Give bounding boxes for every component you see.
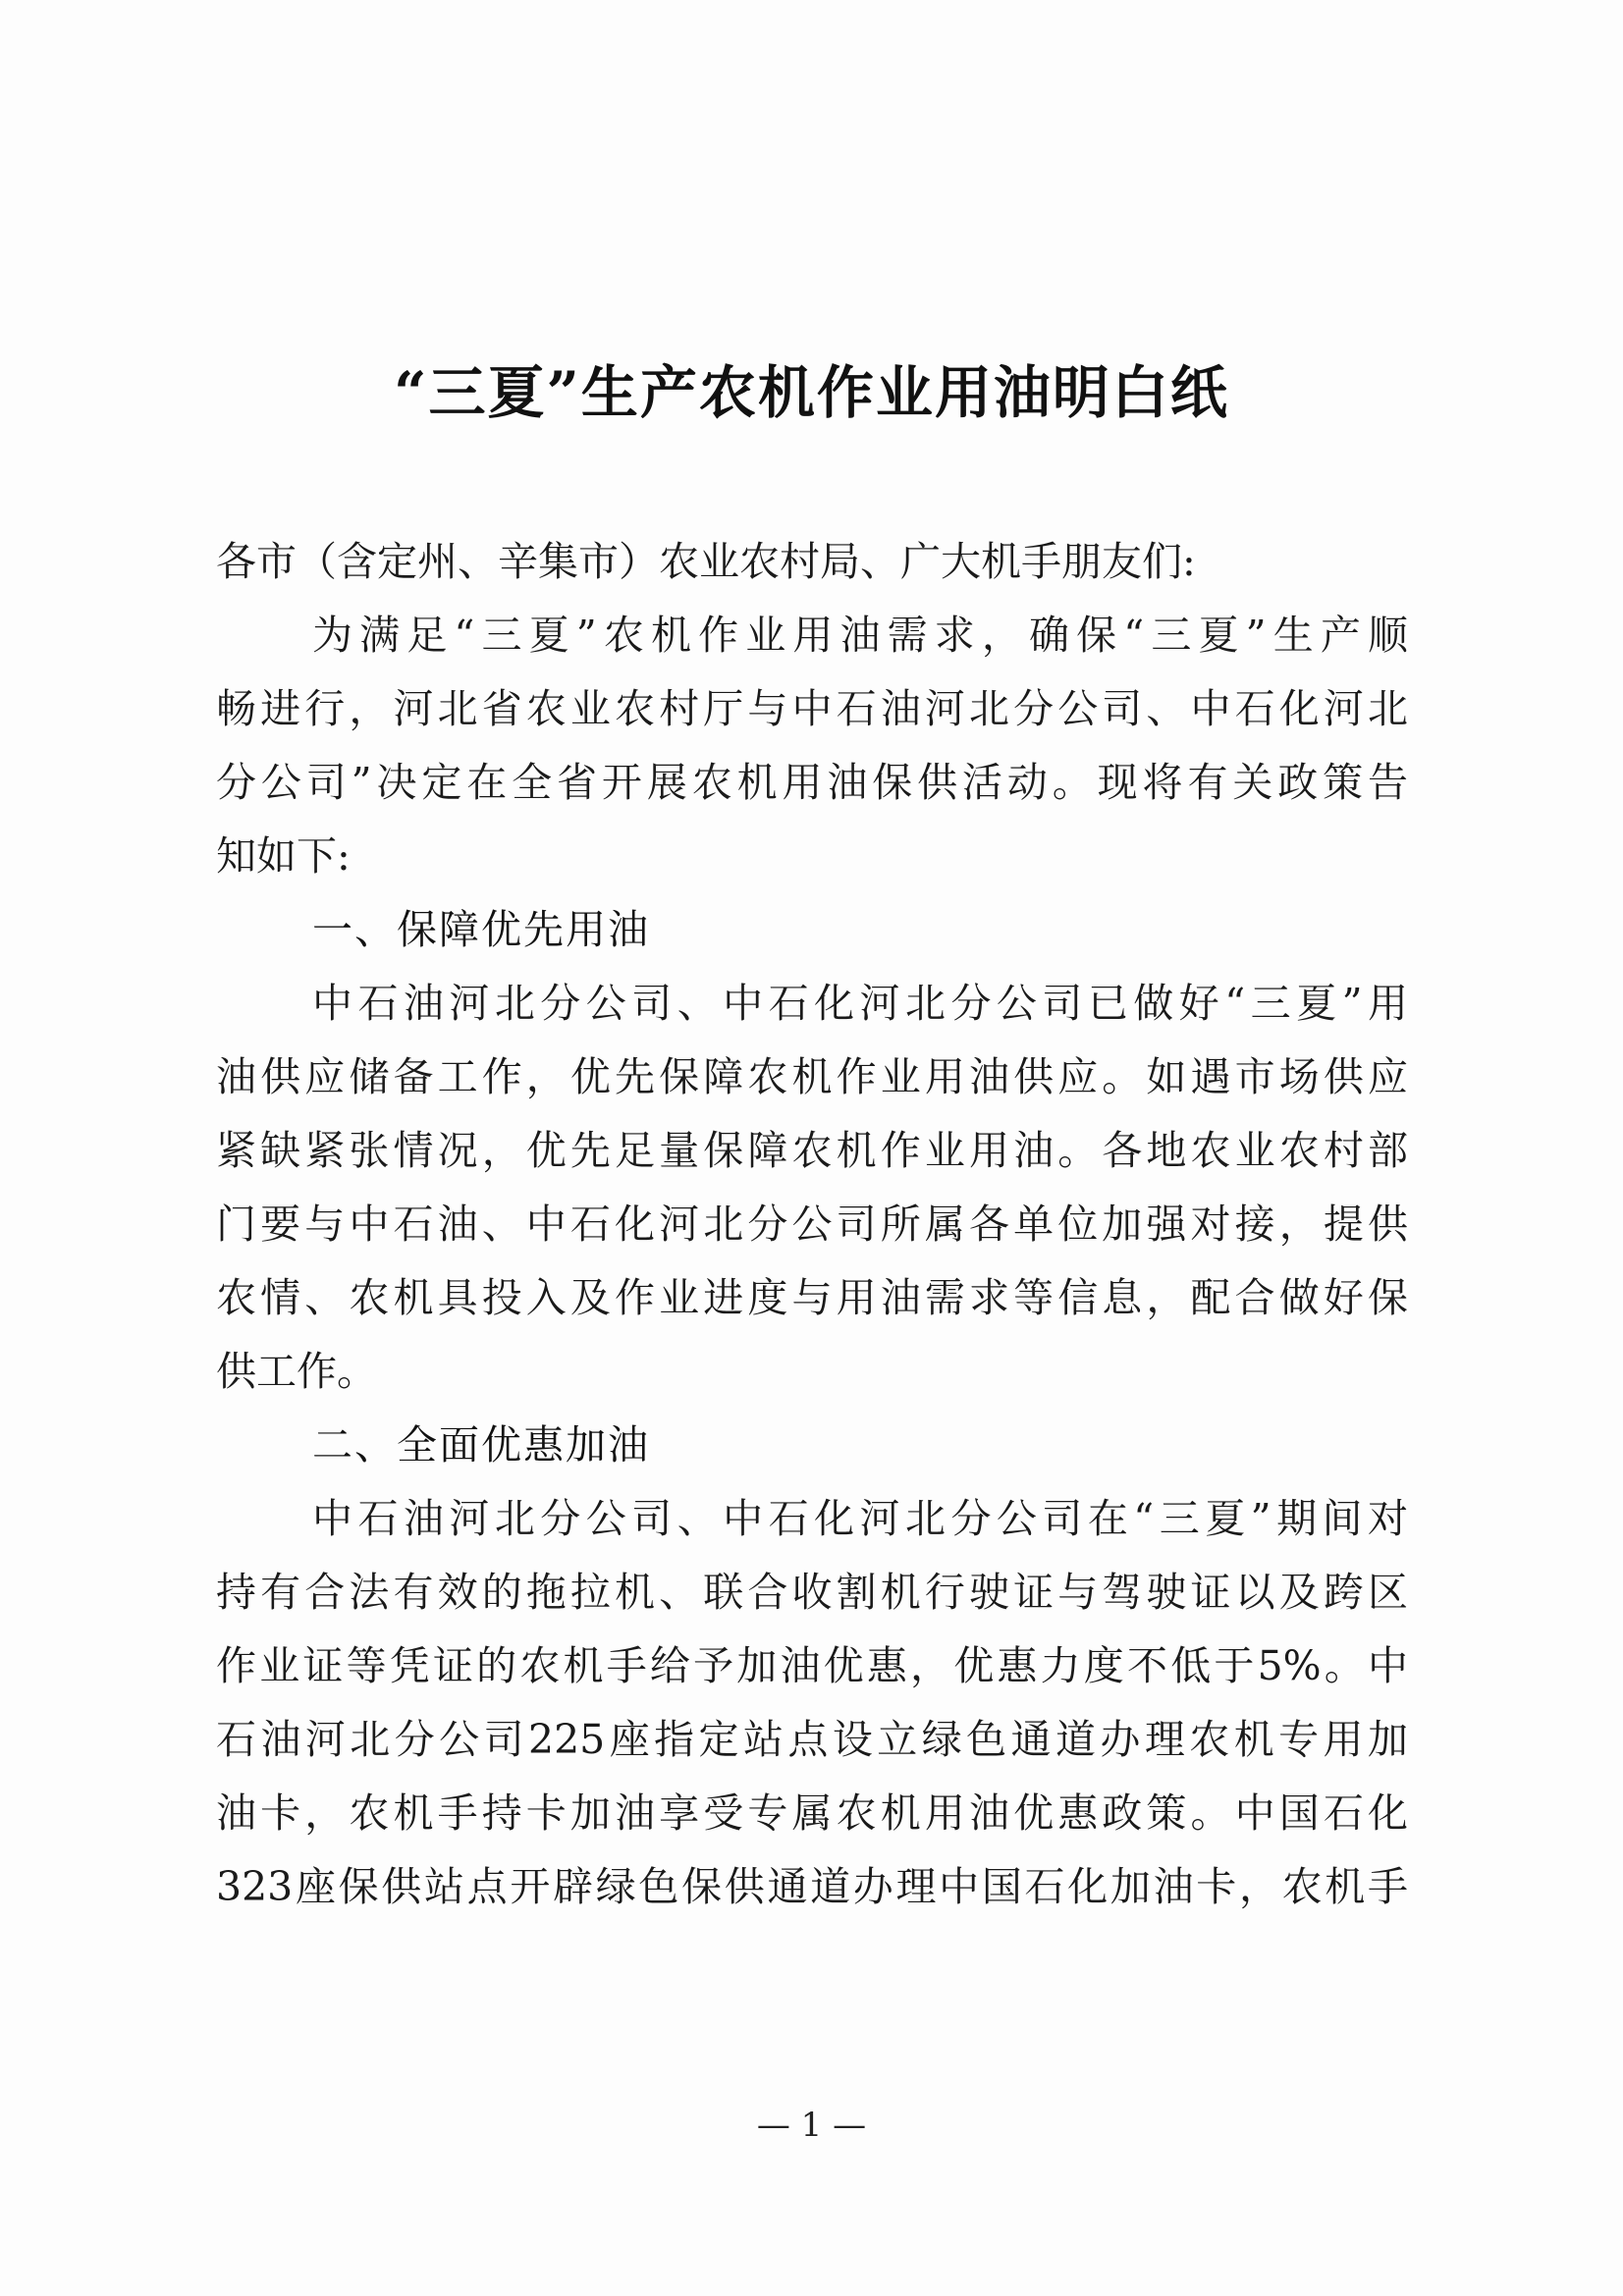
section-1-line: 紧缺紧张情况，优先足量保障农机作业用油。各地农业农村部 xyxy=(216,1127,1408,1174)
intro-line: 为满足“三夏”农机作业用油需求，确保“三夏”生产顺 xyxy=(312,612,1408,659)
section-heading-2: 二、全面优惠加油 xyxy=(312,1421,650,1468)
section-2-line: 石油河北分公司225座指定站点设立绿色通道办理农机专用加 xyxy=(216,1716,1408,1763)
intro-line: 知如下: xyxy=(216,832,351,880)
section-2-line: 油卡，农机手持卡加油享受专属农机用油优惠政策。中国石化 xyxy=(216,1789,1408,1837)
page-number: — 1 — xyxy=(756,2106,867,2145)
section-2-line: 323座保供站点开辟绿色保供通道办理中国石化加油卡，农机手 xyxy=(216,1863,1408,1910)
section-heading-1: 一、保障优先用油 xyxy=(312,906,650,953)
section-2-line: 作业证等凭证的农机手给予加油优惠，优惠力度不低于5%。中 xyxy=(216,1642,1408,1689)
page-title: “三夏”生产农机作业用油明白纸 xyxy=(394,359,1229,426)
section-1-line: 农情、农机具投入及作业进度与用油需求等信息，配合做好保 xyxy=(216,1274,1408,1321)
intro-line: 分公司”决定在全省开展农机用油保供活动。现将有关政策告 xyxy=(216,759,1408,806)
section-1-line: 中石油河北分公司、中石化河北分公司已做好“三夏”用 xyxy=(312,980,1408,1027)
section-1-line: 油供应储备工作，优先保障农机作业用油供应。如遇市场供应 xyxy=(216,1053,1408,1100)
intro-line: 畅进行，河北省农业农村厅与中石油河北分公司、中石化河北 xyxy=(216,685,1408,732)
section-1-line: 门要与中石油、中石化河北分公司所属各单位加强对接，提供 xyxy=(216,1201,1408,1248)
section-2-line: 持有合法有效的拖拉机、联合收割机行驶证与驾驶证以及跨区 xyxy=(216,1569,1408,1616)
section-1-line: 供工作。 xyxy=(216,1348,377,1395)
section-2-line: 中石油河北分公司、中石化河北分公司在“三夏”期间对 xyxy=(312,1495,1408,1542)
salutation: 各市（含定州、辛集市）农业农村局、广大机手朋友们: xyxy=(216,538,1196,585)
